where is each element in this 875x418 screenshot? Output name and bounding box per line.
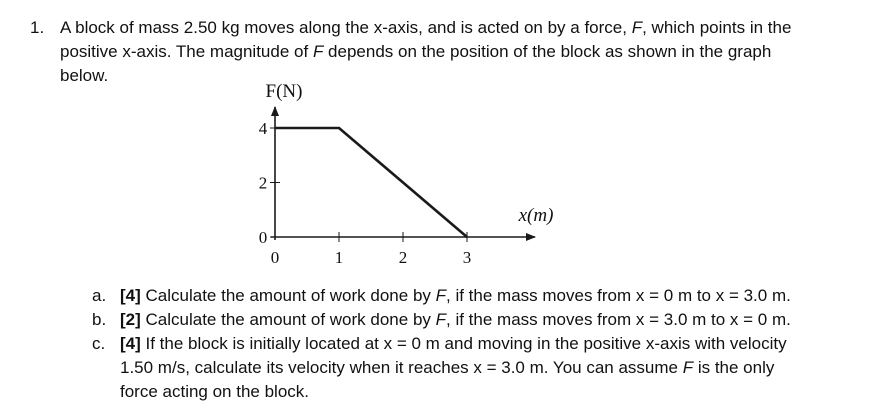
- part-a-points: [4]: [120, 286, 141, 305]
- y-ticks: [259, 119, 280, 247]
- x-tick-label: 2: [398, 248, 408, 267]
- part-c-text: [120, 332, 855, 404]
- x-tick-label: 0: [270, 248, 280, 267]
- force-series-line: [275, 128, 467, 237]
- question-number: 1.: [30, 18, 45, 37]
- y-tick-label: 2: [258, 173, 268, 193]
- y-axis-label: F(N): [265, 81, 303, 102]
- y-tick-label: 4: [258, 119, 268, 138]
- x-tick-label: 3: [462, 248, 472, 267]
- y-tick-label: 0: [258, 228, 268, 247]
- part-b-letter: b.: [92, 310, 107, 329]
- question-line-2: positive x-axis. The magnitude of F depends on the position of the block as shown in the graph: [60, 42, 772, 61]
- part-a-text: [4] Calculate the amount of work done by F, if the mass moves from x = 0 m to x = 3.0 m.: [120, 286, 791, 305]
- part-c-line-1: [4] If the block is initially located at x = 0 m and moving in the positive x-axis with velocity: [120, 334, 787, 353]
- part-c-line-3: force acting on the block.: [120, 382, 310, 401]
- x-axis-label: x(m): [518, 205, 554, 226]
- part-b-text: [2] Calculate the amount of work done by F, if the mass moves from x = 3.0 m to x = 0 m.: [120, 310, 791, 329]
- part-a-letter: a.: [92, 286, 107, 305]
- part-c-letter: c.: [92, 334, 106, 353]
- question-line-3: below.: [60, 66, 109, 85]
- part-c-line-2: 1.50 m/s, calculate its velocity when it reaches x = 3.0 m. You can assume F is the only: [120, 358, 775, 377]
- x-tick-label: 1: [334, 248, 344, 267]
- part-b-points: [2]: [120, 310, 141, 329]
- part-c-points: [4]: [120, 334, 141, 353]
- question-line-1: A block of mass 2.50 kg moves along the x-axis, and is acted on by a force, F, which points in the: [60, 18, 792, 37]
